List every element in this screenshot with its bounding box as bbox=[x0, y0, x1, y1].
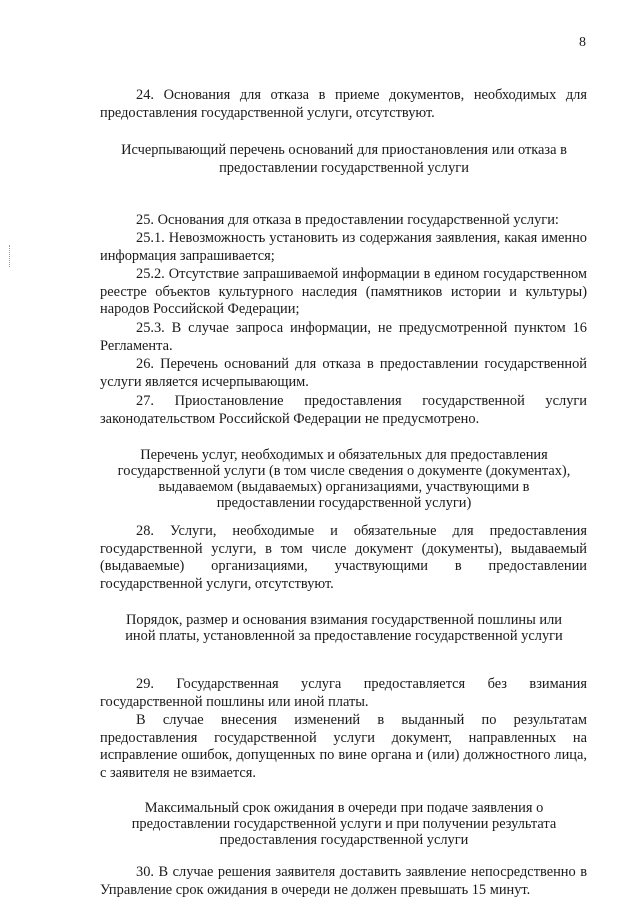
paragraph-25-3: 25.3. В случае запроса информации, не предусмотренной пунктом 16 Регламента. bbox=[100, 320, 587, 354]
heading-grounds-for-refusal: Исчерпывающий перечень оснований для приостановления или отказа в предоставлении государственной услуги bbox=[121, 142, 567, 176]
heading-fee: Порядок, размер и основания взимания государственной пошлины или иной платы, установленной за предоставление государственной услуги bbox=[125, 612, 563, 644]
paragraph-26: 26. Перечень оснований для отказа в предоставлении государственной услуги является исчерпывающим. bbox=[100, 356, 587, 390]
paragraph-25: 25. Основания для отказа в предоставлении государственной услуги: bbox=[136, 212, 559, 228]
paragraph-30: 30. В случае решения заявителя доставить заявление непосредственно в Управление срок ожидания в очереди не должен превышать 15 минут. bbox=[100, 864, 587, 898]
paragraph-28: 28. Услуги, необходимые и обязательные для предоставления государственной услуги, в том числе документ (документы), выдаваемый (выдаваемые) организациями, участвующими в предоставлении государственной услуги, отсутствуют. bbox=[100, 523, 587, 592]
paragraph-24: 24. Основания для отказа в приеме документов, необходимых для предоставления государственной услуги, отсутствуют. bbox=[100, 87, 587, 121]
paragraph-27: 27. Приостановление предоставления государственной услуги законодательством Российской Федерации не предусмотрено. bbox=[100, 393, 587, 427]
margin-marks bbox=[9, 245, 12, 267]
page-number: 8 bbox=[579, 35, 586, 50]
paragraph-29: 29. Государственная услуга предоставляется без взимания государственной пошлины или иной платы. bbox=[100, 676, 587, 710]
heading-required-services: Перечень услуг, необходимых и обязательных для предоставления государственной услуги (в том числе сведения о документе (документах), выдаваемом (выдаваемых) организациями, участвующими в предоставлении государственной услуги) bbox=[117, 447, 571, 511]
paragraph-29-continued: В случае внесения изменений в выданный по результатам предоставления государственной услуги документ, направленных на исправление ошибок, допущенных по вине органа и (или) должностного лица, с заявителя не взимается. bbox=[100, 712, 587, 781]
heading-queue-time: Максимальный срок ожидания в очереди при подаче заявления о предоставлении государственной услуги и при получении результата предоставления государственной услуги bbox=[131, 800, 557, 848]
paragraph-25-2: 25.2. Отсутствие запрашиваемой информации в едином государственном реестре объектов культурного наследия (памятников истории и культуры) народов Российской Федерации; bbox=[100, 266, 587, 318]
paragraph-25-1: 25.1. Невозможность установить из содержания заявления, какая именно информация запрашивается; bbox=[100, 230, 587, 264]
